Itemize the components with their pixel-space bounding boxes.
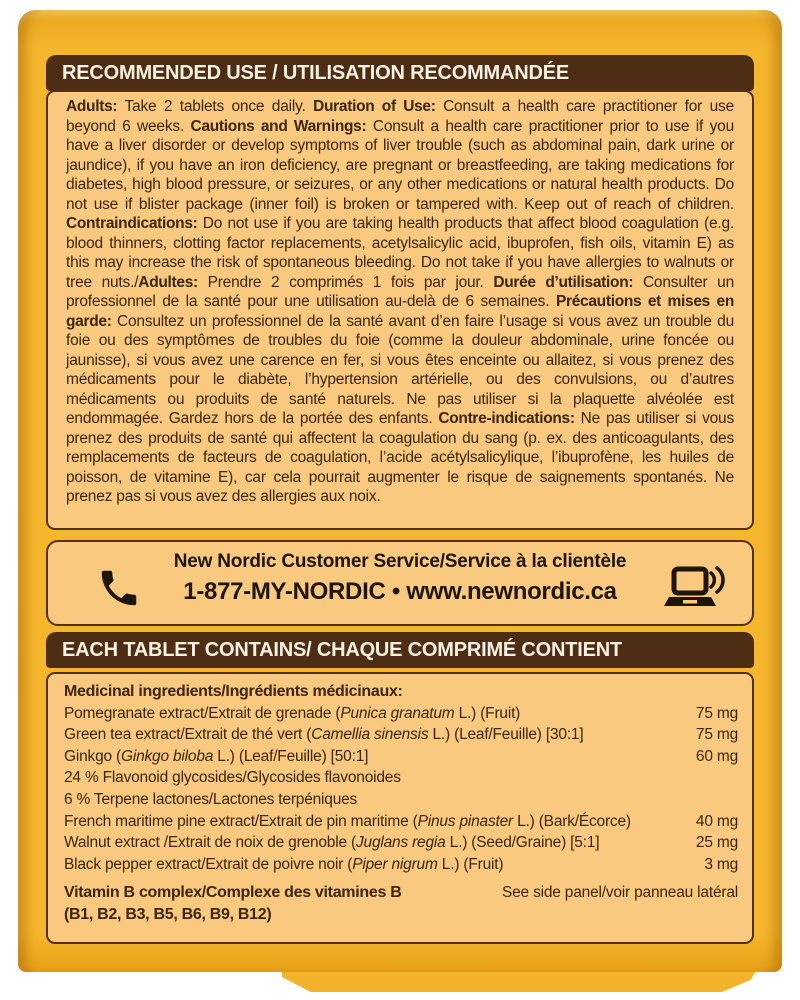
ingredient-name: Ginkgo (Ginkgo biloba L.) (Leaf/Feuille) [50:1] bbox=[64, 747, 369, 765]
vitamin-b-label bbox=[64, 882, 401, 925]
ingredient-row bbox=[64, 789, 738, 811]
ingredient-name: 6 % Terpene lactones/Lactones terpéniques bbox=[64, 790, 358, 808]
bold-text-segment: Contraindications: bbox=[66, 215, 198, 232]
phone-number: 1-877-MY-NORDIC bbox=[183, 578, 386, 605]
bold-text-segment: Durée d’utilisation: bbox=[493, 273, 634, 291]
text-segment: Consultez un professionnel de la santé avant d’en faire l’usage si vous avez un trouble du foie ou des symptômes de troubles du foie (comme la douleur abdominale, urine foncée ou jaunisse), si vous avez une carence en fer, si vous êtes enceinte ou allaitez, si vous prenez des médicaments pour le diabète, l’hypertension artérielle, ou des convulsions, ou d’autres médicaments ou produits de santé naturels. Ne pas utiliser si la plaquette alvéolée est endommagée. Gardez hors de la portée des enfants. bbox=[66, 312, 734, 427]
ingredient-row bbox=[64, 746, 738, 768]
ingredient-amount: 60 mg bbox=[695, 747, 738, 765]
vitamin-b-label-line1: Vitamin B complex/Complexe des vitamines B bbox=[64, 884, 402, 902]
text-segment: Consult a health care practitioner for use beyond 6 weeks. bbox=[66, 98, 734, 135]
ingredient-amount: 25 mg bbox=[695, 834, 738, 852]
customer-service-title: New Nordic Customer Service/Service à la clientèle bbox=[173, 551, 627, 572]
recommended-use-text bbox=[46, 90, 754, 530]
bold-text-segment: Adultes: bbox=[138, 273, 198, 291]
ingredient-row bbox=[64, 811, 738, 833]
ingredient-list bbox=[64, 703, 738, 876]
laptop-sound-icon bbox=[660, 563, 728, 616]
bold-text-segment: Cautions and Warnings: bbox=[190, 117, 367, 135]
ingredient-row bbox=[64, 767, 738, 789]
text-segment: Take 2 tablets once daily. bbox=[117, 98, 314, 115]
ingredient-amount: 75 mg bbox=[695, 726, 738, 744]
customer-service-contact-line bbox=[48, 578, 752, 606]
package-box bbox=[18, 10, 782, 972]
website-url: www.newnordic.ca bbox=[406, 578, 617, 605]
text-segment: Ne pas utiliser si vous prenez des produits de santé qui affectent la coagulation du sang (p. ex. des anticoagulants, des remplacements de facteurs de coagulation, l’acide acétylsalicylique, l’ibuprofène, les huiles de poisson, de vitamine E), car cela pourrait augmenter le risque de saignements spontanés. Ne prenez pas si vous avez des allergies aux noix. bbox=[66, 410, 735, 505]
vitamin-b-label-line2: (B1, B2, B3, B5, B6, B9, B12) bbox=[64, 905, 272, 923]
ingredient-row bbox=[64, 724, 738, 746]
latin-name: Punica granatum bbox=[340, 704, 455, 722]
bullet-separator: • bbox=[391, 578, 400, 605]
ingredients-panel bbox=[46, 672, 754, 944]
ingredient-name: Black pepper extract/Extrait de poivre noir (Piper nigrum L.) (Fruit) bbox=[64, 855, 504, 873]
text-segment: Consult a health care practitioner prior to use if you have a liver disorder or develop symptoms of liver trouble (such as abdominal pain, dark urine or jaundice), if you have an iron deficiency, are pregnant or breastfeeding, are taking medications for diabetes, high blood pressure, or seizures, or any other medications or natural health products. Do not use if blister package (inner foil) is broken or tampered with. Keep out of reach of children. bbox=[66, 117, 735, 213]
text-segment: Do not use if you are taking health products that affect blood coagulation (e.g. blood thinners, clotting factor replacements, acetylsalicylic acid, ibuprofen, fish oils, vitamin E) as this may increase the risk of spontaneous bleeding. Do not take if you have allergies to walnuts or tree nuts./ bbox=[66, 215, 734, 291]
latin-name: Juglans regia bbox=[355, 834, 446, 852]
ingredient-name: Pomegranate extract/Extrait de grenade (Punica granatum L.) (Fruit) bbox=[64, 704, 521, 722]
latin-name: Camellia sinensis bbox=[311, 726, 429, 744]
section-header-contents-label: EACH TABLET CONTAINS/ CHAQUE COMPRIMÉ CONTIENT bbox=[62, 639, 623, 661]
section-header-each-tablet-contains bbox=[46, 632, 754, 668]
ingredient-row bbox=[64, 854, 738, 876]
bold-text-segment: Précautions et mises en garde: bbox=[66, 293, 734, 330]
section-header-recommended-use-label: RECOMMENDED USE / UTILISATION RECOMMANDÉE bbox=[62, 62, 569, 84]
ingredient-row bbox=[64, 703, 738, 725]
ingredient-amount: 3 mg bbox=[704, 855, 738, 873]
ingredient-name: 24 % Flavonoid glycosides/Glycosides flavonoides bbox=[64, 769, 401, 787]
bold-text-segment: Duration of Use: bbox=[313, 98, 436, 115]
ingredient-name: French maritime pine extract/Extrait de pin maritime (Pinus pinaster L.) (Bark/Écorce) bbox=[64, 812, 631, 830]
ingredient-amount: 75 mg bbox=[695, 704, 738, 722]
bold-text-segment: Adults: bbox=[66, 98, 118, 115]
text-segment: Prendre 2 comprimés 1 fois par jour. bbox=[197, 273, 494, 291]
bold-text-segment: Contre-indications: bbox=[438, 410, 575, 427]
section-header-recommended-use bbox=[46, 55, 754, 91]
phone-handset-icon bbox=[96, 565, 142, 616]
text-segment: Consulter un professionnel de la santé pour une utilisation au-delà de 6 semaines. bbox=[66, 273, 734, 310]
customer-service-panel bbox=[46, 540, 754, 626]
ingredient-name: Green tea extract/Extrait de thé vert (Camellia sinensis L.) (Leaf/Feuille) [30:1] bbox=[64, 726, 584, 744]
latin-name: Piper nigrum bbox=[352, 855, 438, 873]
latin-name: Pinus pinaster bbox=[417, 812, 514, 830]
ingredient-row bbox=[64, 832, 738, 854]
vitamin-b-value: See side panel/voir panneau latéral bbox=[501, 884, 738, 902]
ingredient-name: Walnut extract /Extrait de noix de grenoble (Juglans regia L.) (Seed/Graine) [5:1] bbox=[64, 834, 600, 852]
ingredient-amount: 40 mg bbox=[695, 812, 738, 830]
latin-name: Ginkgo biloba bbox=[120, 747, 214, 765]
vitamin-b-row bbox=[64, 882, 738, 925]
medicinal-ingredients-title: Medicinal ingredients/Ingrédients médicinaux: bbox=[64, 683, 403, 700]
